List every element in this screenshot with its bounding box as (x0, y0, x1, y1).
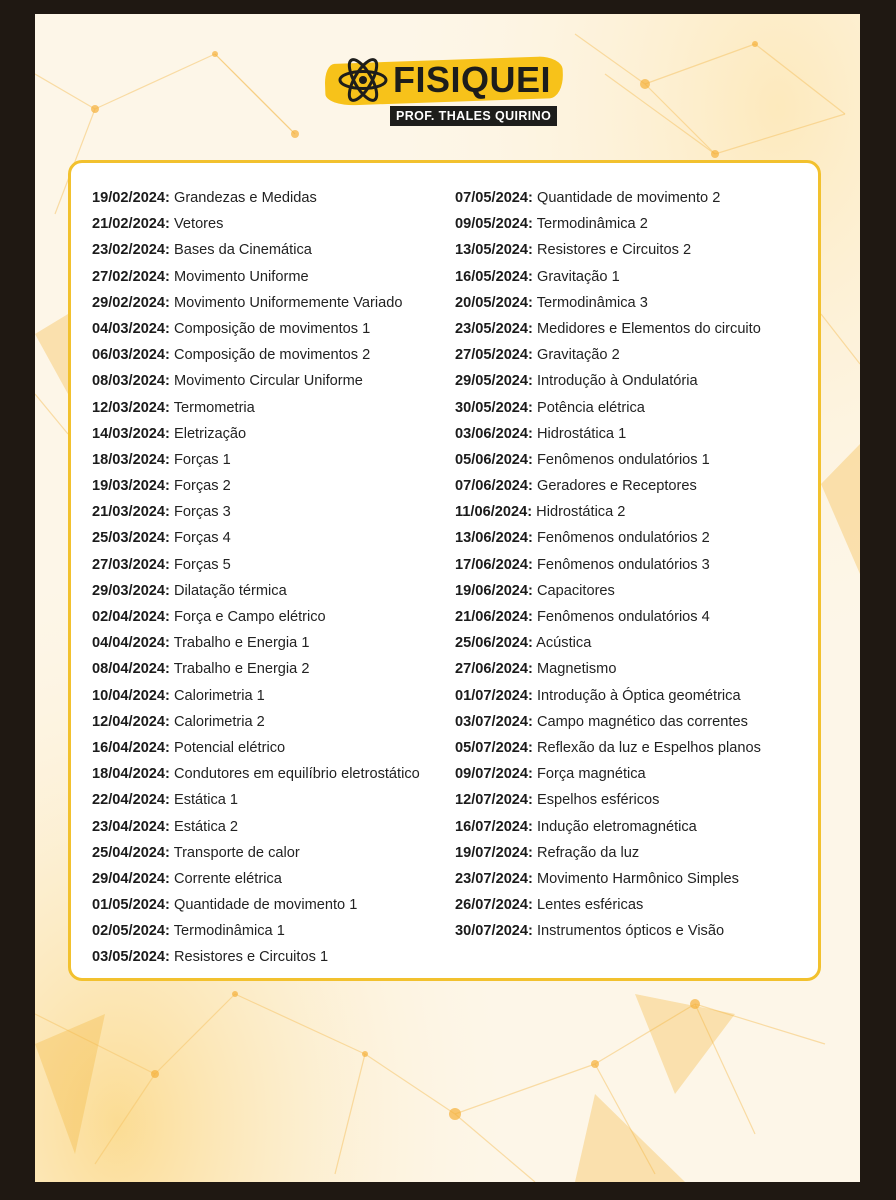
entry-topic: Trabalho e Energia 2 (173, 661, 310, 678)
entry-topic: Acústica (536, 635, 592, 652)
entry-date: 18/03/2024: (92, 451, 170, 468)
entry-topic: Gravitação 2 (536, 347, 620, 364)
entry-topic: Eletrização (173, 425, 247, 442)
entry-topic: Força e Campo elétrico (173, 609, 326, 625)
entry-topic: Resistores e Circuitos 2 (536, 242, 692, 259)
entry-topic: Termodinâmica 1 (173, 923, 285, 940)
entry-topic: Forças 1 (173, 451, 231, 468)
entry-date: 16/05/2024: (455, 268, 533, 285)
schedule-entry (455, 604, 761, 630)
entry-date: 23/05/2024: (455, 320, 533, 337)
entry-date: 26/07/2024: (455, 897, 533, 914)
entry-topic: Medidores e Elementos do circuito (536, 320, 761, 337)
entry-topic: Fenômenos ondulatórios 3 (536, 556, 710, 573)
schedule-entry (455, 499, 761, 525)
entry-date: 29/04/2024: (92, 870, 170, 887)
entry-topic: Indução eletromagnética (536, 818, 697, 835)
entry-topic: Refração da luz (536, 844, 640, 861)
entry-date: 23/04/2024: (92, 818, 170, 835)
schedule-entry (455, 683, 761, 709)
schedule-entry (92, 787, 420, 813)
schedule-entry (455, 656, 761, 682)
entry-date: 30/07/2024: (455, 923, 533, 940)
schedule-entry (92, 604, 420, 630)
entry-date: 08/03/2024: (92, 373, 170, 390)
schedule-entry (455, 237, 761, 263)
schedule-entry (92, 421, 420, 447)
schedule-entry (92, 499, 420, 525)
schedule-entry (92, 814, 420, 840)
entry-topic: Fenômenos ondulatórios 1 (536, 451, 710, 468)
entry-topic: Trabalho e Energia 1 (173, 635, 310, 652)
schedule-entry (455, 552, 761, 578)
entry-date: 06/03/2024: (92, 347, 170, 364)
entry-date: 09/05/2024: (455, 216, 533, 233)
entry-date: 03/07/2024: (455, 713, 533, 730)
schedule-entry (92, 866, 420, 892)
entry-topic: Forças 5 (173, 556, 231, 573)
entry-date: 25/04/2024: (92, 844, 170, 861)
schedule-entry (92, 368, 420, 394)
entry-topic: Estática 1 (173, 792, 239, 809)
entry-date: 13/06/2024: (455, 530, 533, 547)
entry-topic: Espelhos esféricos (536, 792, 660, 809)
entry-topic: Potencial elétrico (173, 739, 286, 756)
entry-date: 27/03/2024: (92, 556, 170, 573)
entry-topic: Bases da Cinemática (173, 242, 312, 259)
entry-topic: Termodinâmica 3 (536, 294, 648, 311)
entry-date: 16/07/2024: (455, 818, 533, 835)
schedule-entry (455, 814, 761, 840)
schedule-entry (455, 840, 761, 866)
entry-topic: Forças 3 (173, 504, 231, 521)
entry-topic: Lentes esféricas (536, 897, 644, 914)
schedule-entry (92, 683, 420, 709)
entry-date: 27/02/2024: (92, 268, 170, 285)
schedule-entry (455, 395, 761, 421)
entry-date: 23/02/2024: (92, 242, 170, 259)
schedule-entry (92, 264, 420, 290)
entry-topic: Movimento Circular Uniforme (173, 373, 363, 390)
entry-topic: Fenômenos ondulatórios 4 (536, 609, 710, 625)
entry-date: 10/04/2024: (92, 687, 170, 704)
entry-date: 23/07/2024: (455, 870, 533, 887)
entry-date: 13/05/2024: (455, 242, 533, 259)
schedule-entry (455, 578, 761, 604)
entry-date: 20/05/2024: (455, 294, 533, 311)
entry-date: 05/06/2024: (455, 451, 533, 468)
schedule-entry (92, 473, 420, 499)
schedule-entry (92, 211, 420, 237)
schedule-entry (455, 630, 761, 656)
entry-topic: Corrente elétrica (173, 870, 282, 887)
entry-date: 01/05/2024: (92, 897, 170, 914)
schedule-entry (455, 185, 761, 211)
fisiquei-logo (323, 52, 573, 130)
schedule-entry (92, 709, 420, 735)
entry-date: 11/06/2024: (455, 504, 533, 521)
entry-date: 19/07/2024: (455, 844, 533, 861)
entry-topic: Termometria (173, 399, 255, 416)
schedule-column-left (92, 185, 420, 971)
schedule-entry (455, 735, 761, 761)
schedule-entry (92, 840, 420, 866)
entry-topic: Magnetismo (536, 661, 617, 678)
entry-date: 19/03/2024: (92, 478, 170, 495)
entry-date: 21/06/2024: (455, 609, 533, 625)
entry-topic: Resistores e Circuitos 1 (173, 949, 329, 966)
schedule-entry (92, 447, 420, 473)
entry-date: 29/02/2024: (92, 294, 170, 311)
schedule-entry (455, 368, 761, 394)
schedule-entry (455, 211, 761, 237)
schedule-entry (455, 473, 761, 499)
schedule-entry (455, 264, 761, 290)
entry-topic: Vetores (173, 216, 224, 233)
schedule-entry (92, 237, 420, 263)
entry-topic: Composição de movimentos 1 (173, 320, 371, 337)
entry-date: 29/03/2024: (92, 582, 170, 599)
entry-topic: Quantidade de movimento 1 (173, 897, 358, 914)
schedule-entry (455, 447, 761, 473)
entry-date: 12/04/2024: (92, 713, 170, 730)
schedule-entry (455, 316, 761, 342)
entry-date: 05/07/2024: (455, 739, 533, 756)
entry-topic: Grandezas e Medidas (173, 190, 317, 206)
schedule-entry (455, 866, 761, 892)
schedule-entry (455, 525, 761, 551)
entry-date: 12/03/2024: (92, 399, 170, 416)
schedule-poster (35, 14, 860, 1182)
schedule-entry (92, 578, 420, 604)
entry-date: 27/06/2024: (455, 661, 533, 678)
entry-date: 30/05/2024: (455, 399, 533, 416)
entry-topic: Capacitores (536, 582, 615, 599)
schedule-entry (92, 918, 420, 944)
schedule-entry (455, 709, 761, 735)
entry-date: 04/03/2024: (92, 320, 170, 337)
entry-topic: Hidrostática 1 (536, 425, 627, 442)
schedule-entry (455, 761, 761, 787)
entry-date: 02/04/2024: (92, 609, 170, 625)
entry-topic: Termodinâmica 2 (536, 216, 648, 233)
entry-date: 07/05/2024: (455, 190, 533, 206)
schedule-entry (455, 787, 761, 813)
atom-icon (337, 54, 389, 106)
entry-topic: Estática 2 (173, 818, 239, 835)
schedule-entry (455, 918, 761, 944)
schedule-entry (92, 630, 420, 656)
entry-topic: Geradores e Receptores (536, 478, 697, 495)
schedule-entry (92, 342, 420, 368)
entry-date: 18/04/2024: (92, 766, 170, 783)
schedule-entry (92, 656, 420, 682)
entry-date: 27/05/2024: (455, 347, 533, 364)
entry-topic: Introdução à Óptica geométrica (536, 687, 741, 704)
entry-topic: Composição de movimentos 2 (173, 347, 371, 364)
schedule-entry (92, 316, 420, 342)
entry-topic: Fenômenos ondulatórios 2 (536, 530, 710, 547)
schedule-entry (92, 290, 420, 316)
entry-topic: Forças 2 (173, 478, 231, 495)
brand-name: FISIQUEI (393, 59, 552, 100)
entry-date: 17/06/2024: (455, 556, 533, 573)
entry-date: 29/05/2024: (455, 373, 533, 390)
entry-date: 21/03/2024: (92, 504, 170, 521)
schedule-entry (455, 342, 761, 368)
entry-topic: Introdução à Ondulatória (536, 373, 698, 390)
schedule-entry (92, 735, 420, 761)
schedule-entry (92, 761, 420, 787)
entry-topic: Potência elétrica (536, 399, 645, 416)
entry-topic: Movimento Uniformemente Variado (173, 294, 403, 311)
schedule-column-right (455, 185, 761, 944)
schedule-entry (455, 892, 761, 918)
entry-date: 01/07/2024: (455, 687, 533, 704)
entry-topic: Campo magnético das correntes (536, 713, 748, 730)
schedule-card (68, 160, 821, 981)
schedule-entry (92, 892, 420, 918)
brand-tagline: PROF. THALES QUIRINO (390, 106, 557, 126)
entry-topic: Gravitação 1 (536, 268, 620, 285)
schedule-entry (92, 944, 420, 970)
entry-date: 19/02/2024: (92, 190, 170, 206)
entry-date: 07/06/2024: (455, 478, 533, 495)
entry-date: 03/06/2024: (455, 425, 533, 442)
entry-topic: Calorimetria 2 (173, 713, 265, 730)
entry-date: 12/07/2024: (455, 792, 533, 809)
schedule-entry (455, 421, 761, 447)
entry-topic: Força magnética (536, 766, 646, 783)
entry-topic: Instrumentos ópticos e Visão (536, 923, 725, 940)
entry-date: 04/04/2024: (92, 635, 170, 652)
entry-date: 22/04/2024: (92, 792, 170, 809)
schedule-entry (92, 395, 420, 421)
entry-date: 19/06/2024: (455, 582, 533, 599)
entry-topic: Hidrostática 2 (536, 504, 626, 521)
entry-topic: Condutores em equilíbrio eletrostático (173, 766, 420, 783)
entry-date: 16/04/2024: (92, 739, 170, 756)
entry-date: 02/05/2024: (92, 923, 170, 940)
entry-topic: Calorimetria 1 (173, 687, 265, 704)
entry-topic: Movimento Harmônico Simples (536, 870, 739, 887)
schedule-entry (455, 290, 761, 316)
entry-date: 03/05/2024: (92, 949, 170, 966)
entry-topic: Quantidade de movimento 2 (536, 190, 721, 206)
schedule-entry (92, 185, 420, 211)
entry-topic: Transporte de calor (173, 844, 300, 861)
entry-date: 09/07/2024: (455, 766, 533, 783)
entry-date: 08/04/2024: (92, 661, 170, 678)
entry-date: 21/02/2024: (92, 216, 170, 233)
entry-date: 25/06/2024: (455, 635, 533, 652)
entry-topic: Dilatação térmica (173, 582, 287, 599)
entry-topic: Movimento Uniforme (173, 268, 309, 285)
schedule-entry (92, 552, 420, 578)
entry-date: 14/03/2024: (92, 425, 170, 442)
entry-date: 25/03/2024: (92, 530, 170, 547)
entry-topic: Reflexão da luz e Espelhos planos (536, 739, 761, 756)
entry-topic: Forças 4 (173, 530, 231, 547)
schedule-entry (92, 525, 420, 551)
